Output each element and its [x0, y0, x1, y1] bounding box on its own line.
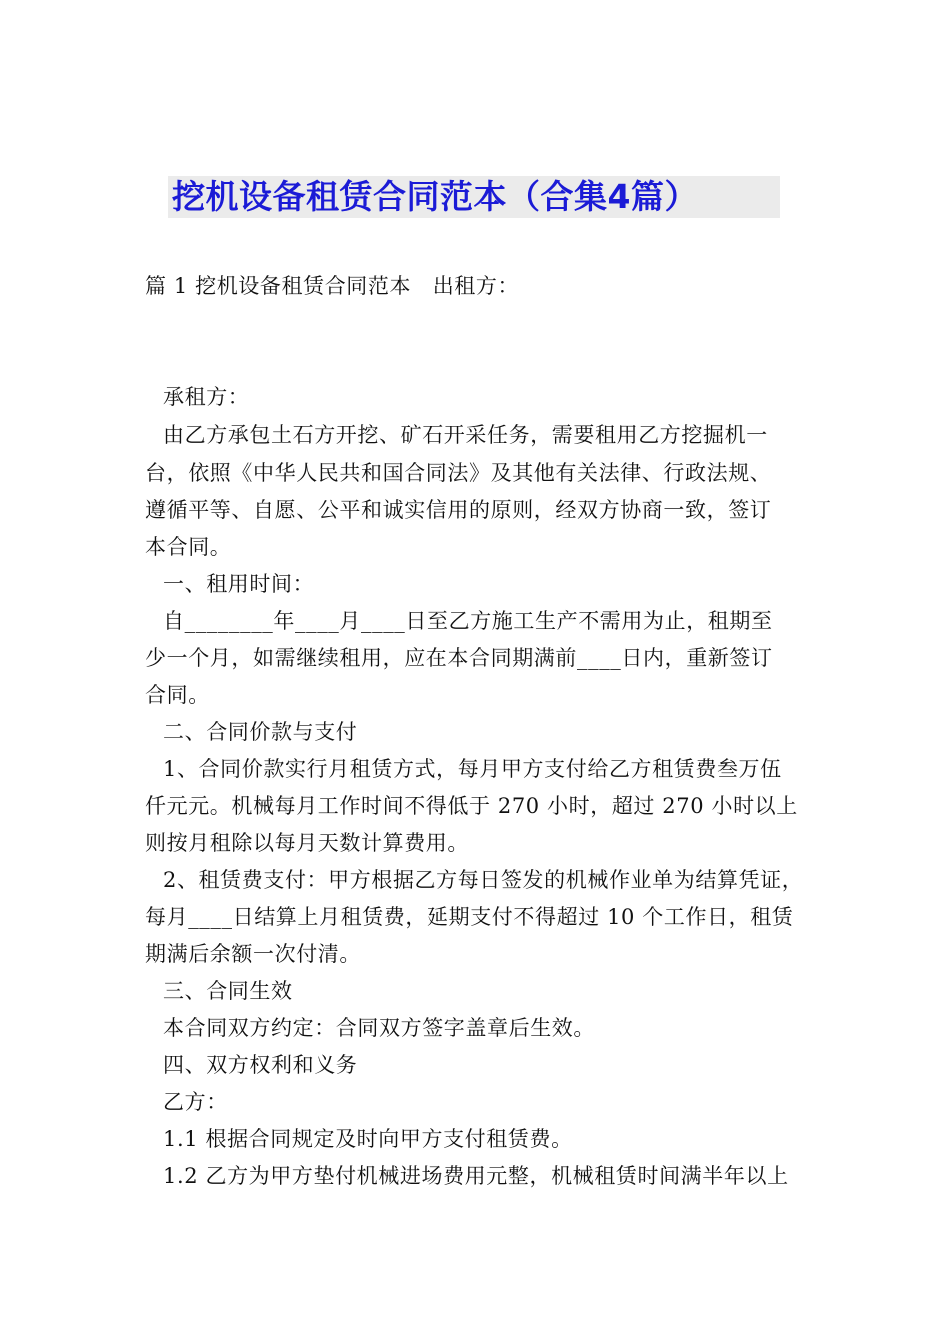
paragraph-line: 仟元元。机械每月工作时间不得低于 270 小时，超过 270 小时以上 [145, 794, 798, 818]
paragraph-line: 一、租用时间： [163, 572, 315, 596]
paragraph-line: 乙方： [163, 1090, 228, 1114]
paragraph-line: 承租方： [163, 385, 250, 409]
paragraph-line: 二、合同价款与支付 [163, 720, 358, 744]
paragraph-line: 少一个月，如需继续租用，应在本合同期满前____日内，重新签订 [145, 646, 773, 670]
document-title: 挖机设备租赁合同范本（合集4篇） [172, 177, 698, 216]
paragraph-line: 自________年____月____日至乙方施工生产不需用为止，租期至 [163, 609, 773, 633]
paragraph-line: 2、租赁费支付：甲方根据乙方每日签发的机械作业单为结算凭证， [163, 868, 804, 892]
paragraph-line: 三、合同生效 [163, 979, 293, 1003]
paragraph-line: 篇 1 挖机设备租赁合同范本 出租方： [145, 274, 520, 298]
paragraph-line: 1.1 根据合同规定及时向甲方支付租赁费。 [163, 1127, 573, 1151]
paragraph-line: 本合同双方约定：合同双方签字盖章后生效。 [163, 1016, 595, 1040]
paragraph-line: 由乙方承包土石方开挖、矿石开采任务，需要租用乙方挖掘机一 [163, 423, 768, 447]
paragraph-line: 遵循平等、自愿、公平和诚实信用的原则，经双方协商一致，签订 [145, 498, 772, 522]
paragraph-line: 台，依照《中华人民共和国合同法》及其他有关法律、行政法规、 [145, 461, 772, 485]
title-highlight [168, 176, 780, 218]
paragraph-line: 本合同。 [145, 535, 232, 559]
paragraph-line: 期满后余额一次付清。 [145, 942, 361, 966]
paragraph-line: 1.2 乙方为甲方垫付机械进场费用元整，机械租赁时间满半年以上 [163, 1164, 789, 1188]
paragraph-line: 则按月租除以每月天数计算费用。 [145, 831, 469, 855]
paragraph-line: 每月____日结算上月租赁费，延期支付不得超过 10 个工作日，租赁 [145, 905, 794, 929]
paragraph-line: 合同。 [145, 683, 210, 707]
paragraph-line: 1、合同价款实行月租赁方式，每月甲方支付给乙方租赁费叁万伍 [163, 757, 782, 781]
paragraph-line: 四、双方权利和义务 [163, 1053, 358, 1077]
